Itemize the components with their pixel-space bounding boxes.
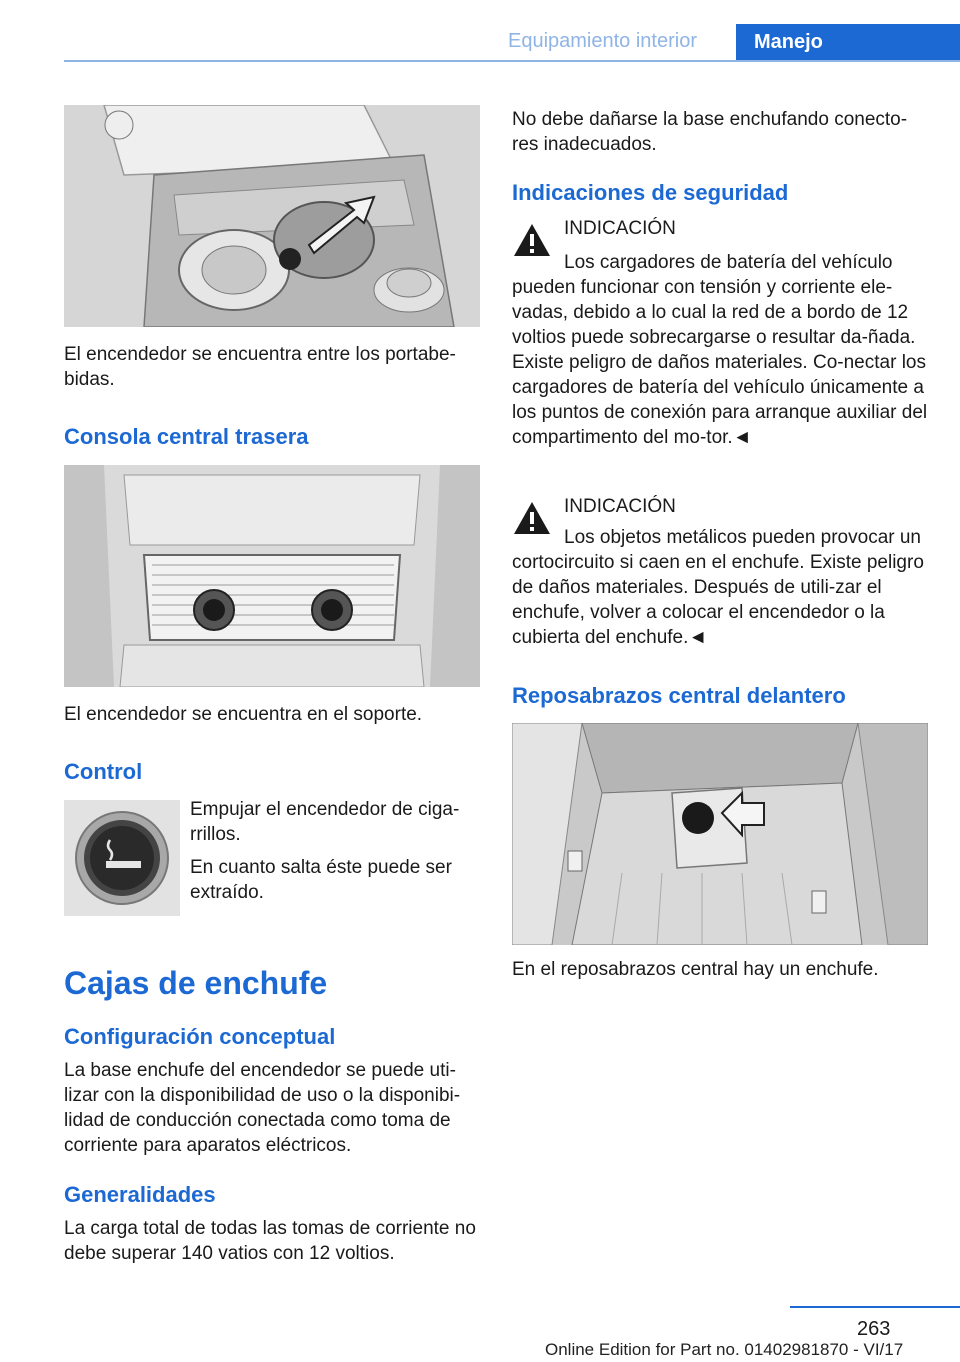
cupholder-illustration <box>64 105 480 327</box>
rear-console-illustration <box>64 465 480 687</box>
heading-rear-console: Consola central trasera <box>64 424 309 449</box>
heading-armrest: Reposabrazos central delantero <box>512 683 846 708</box>
lighter-button-illustration <box>64 800 180 916</box>
page-number: 263 <box>857 1318 891 1340</box>
note2-label: INDICACIÓN <box>564 496 676 517</box>
edition-text: Online Edition for Part no. 01402981870 - VI/17 <box>545 1340 904 1359</box>
heading-safety: Indicaciones de seguridad <box>512 180 789 205</box>
chapter-tab[interactable]: Manejo <box>736 24 960 62</box>
heading-concept: Configuración conceptual <box>64 1024 336 1049</box>
caption-rear-console: El encendedor se encuentra en el soporte. <box>64 704 423 725</box>
caption-armrest: En el reposabrazos central hay un enchufe. <box>512 959 879 980</box>
footer-rule <box>790 1306 960 1308</box>
armrest-illustration <box>512 723 928 945</box>
heading-control: Control <box>64 759 143 784</box>
general-text: La carga total de todas las tomas de corriente no debe superar 140 vatios con 12 voltios. <box>64 1218 476 1264</box>
heading-sockets: Cajas de enchufe <box>64 965 328 1001</box>
control-step-1: Empujar el encendedor de ciga-rrillos. <box>190 799 460 845</box>
concept-text: La base enchufe del encendedor se puede uti-lizar con la disponibilidad de uso o la disponibi-lidad de conducción conectada como toma de corriente para aparatos eléctricos. <box>64 1060 461 1156</box>
heading-general: Generalidades <box>64 1182 216 1207</box>
section-title: Equipamiento interior <box>508 30 697 52</box>
control-step-2: En cuanto salta éste puede ser extraído. <box>190 857 452 903</box>
note1-label: INDICACIÓN <box>564 218 676 239</box>
note1-text: Los cargadores de batería del vehículo pueden funcionar con tensión y corriente ele-vadas, debido a lo cual la red de a bordo de 12 voltios puede sobrecargarse o resultar da-ñada. Existe peligro de daños materiales. Co-nectar los cargadores de batería del vehículo únicamente a los puntos de conexión para arranque auxiliar del compartimento del mo-tor.◄ <box>512 252 928 448</box>
caption-cupholder: El encendedor se encuentra entre los portabe-bidas. <box>64 344 456 390</box>
header-rule <box>64 60 960 62</box>
note2-text: Los objetos metálicos pueden provocar un cortocircuito si caen en el enchufe. Existe peligro de daños materiales. Después de utili-zar el enchufe, volver a colocar el encendedor o la cubierta del enchufe.◄ <box>512 527 924 648</box>
intro-text: No debe dañarse la base enchufando conecto-res inadecuados. <box>512 109 908 155</box>
